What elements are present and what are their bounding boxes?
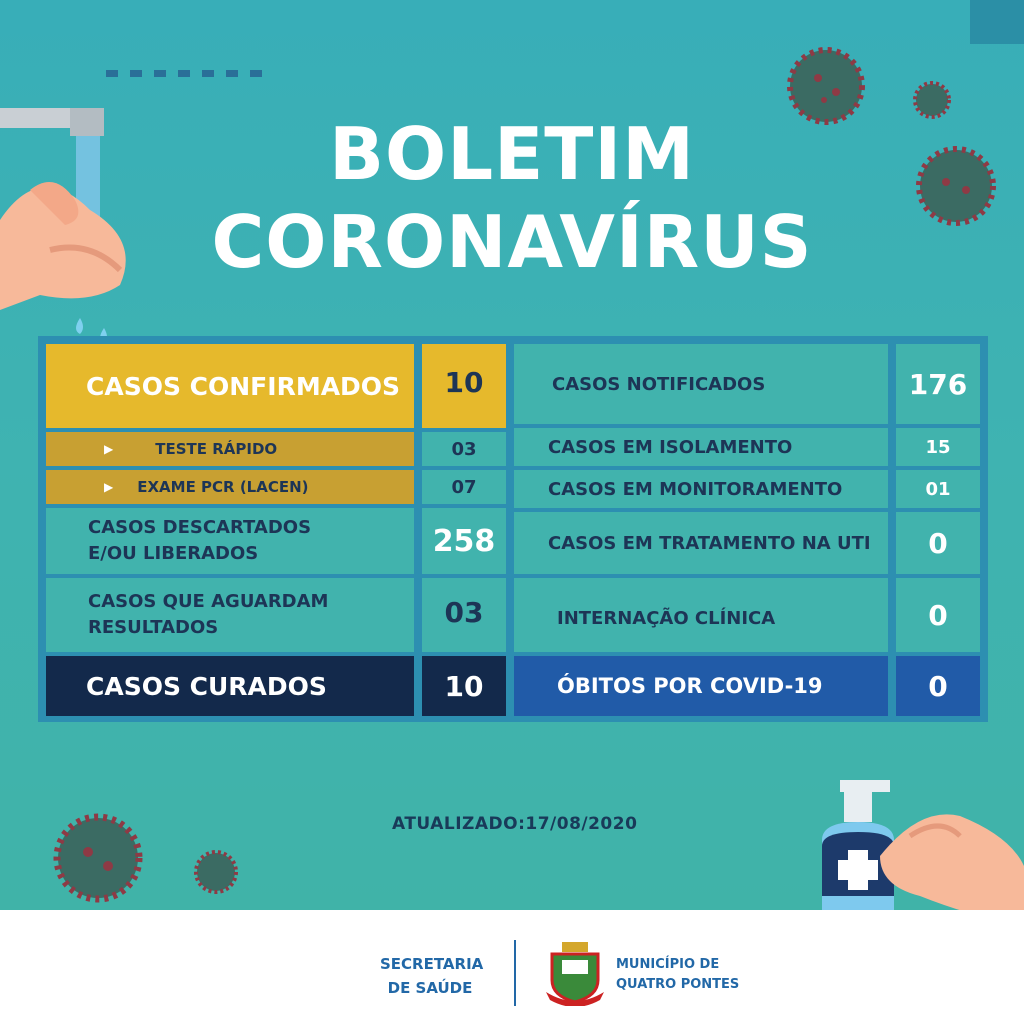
secretaria-label: SECRETARIA DE SAÚDE	[380, 955, 484, 997]
statistics-table	[38, 336, 988, 722]
clinical-admission-label: INTERNAÇÃO CLÍNICA	[514, 578, 888, 652]
confirmed-cases-value: 10	[422, 344, 506, 428]
covid-deaths-value: 0	[896, 656, 980, 716]
covid-deaths-label: ÓBITOS POR COVID-19	[514, 656, 888, 716]
title-line-2: CORONAVÍRUS	[211, 200, 813, 284]
updated-date: ATUALIZADO:17/08/2020	[392, 814, 638, 834]
municipio-label: MUNICÍPIO DE QUATRO PONTES	[616, 957, 740, 992]
rapid-test-value: 03	[422, 432, 506, 466]
awaiting-results-label: CASOS QUE AGUARDAM RESULTADOS	[46, 578, 414, 652]
discarded-cases-label: CASOS DESCARTADOS E/OU LIBERADOS	[46, 508, 414, 574]
dash-decoration	[106, 70, 262, 77]
icu-treatment-value: 0	[896, 512, 980, 574]
isolation-cases-value: 15	[896, 428, 980, 466]
confirmed-cases-label: CASOS CONFIRMADOS	[46, 344, 414, 428]
icu-treatment-label: CASOS EM TRATAMENTO NA UTI	[514, 512, 888, 574]
footer	[0, 910, 1024, 1024]
isolation-cases-label: CASOS EM ISOLAMENTO	[514, 428, 888, 466]
pcr-exam-label: ▶ EXAME PCR (LACEN)	[46, 470, 414, 504]
footer-divider	[514, 940, 516, 1006]
clinical-admission-value: 0	[896, 578, 980, 652]
coat-of-arms-icon	[544, 940, 606, 1006]
virus-icon	[190, 846, 242, 898]
monitoring-cases-label: CASOS EM MONITORAMENTO	[514, 470, 888, 508]
notified-cases-value: 176	[896, 344, 980, 424]
pcr-exam-value: 07	[422, 470, 506, 504]
cured-cases-label: CASOS CURADOS	[46, 656, 414, 716]
notified-cases-label: CASOS NOTIFICADOS	[514, 344, 888, 424]
title-line-1: BOLETIM	[329, 112, 695, 196]
cured-cases-value: 10	[422, 656, 506, 716]
discarded-cases-value: 258	[422, 508, 506, 574]
virus-icon	[44, 804, 152, 912]
rapid-test-label: ▶ TESTE RÁPIDO	[46, 432, 414, 466]
awaiting-results-value: 03	[422, 578, 506, 652]
monitoring-cases-value: 01	[896, 470, 980, 508]
corner-decoration	[970, 0, 1024, 44]
